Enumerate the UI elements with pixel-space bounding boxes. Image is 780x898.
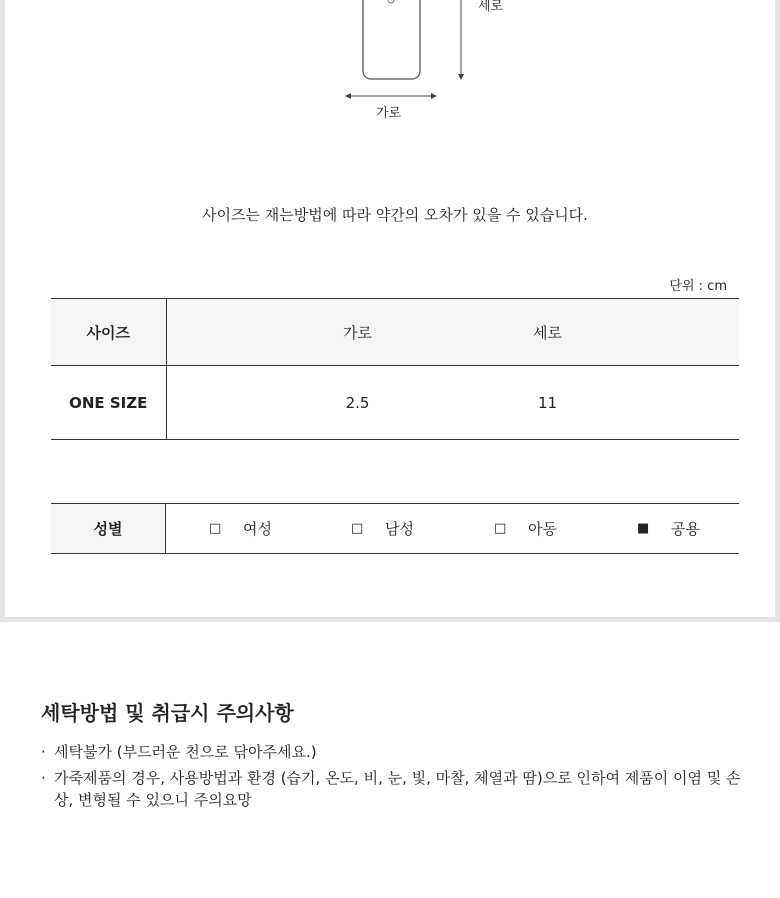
gender-row	[51, 503, 739, 554]
size-row-label: ONE SIZE	[51, 366, 166, 440]
size-row-values	[166, 366, 739, 440]
gender-label: 성별	[51, 504, 166, 553]
size-row-width: 2.5	[345, 393, 370, 412]
size-diagram	[335, 0, 525, 125]
checkbox-icon: □	[494, 521, 507, 536]
care-title: 세탁방법 및 취급시 주의사항	[41, 701, 294, 725]
gender-option-male: □ 남성	[351, 520, 414, 538]
size-table	[51, 298, 739, 440]
unit-label: 단위 : cm	[669, 279, 727, 294]
size-header-height: 세로	[533, 323, 562, 342]
table-row	[51, 366, 739, 440]
checked-box-icon: ■	[637, 521, 650, 536]
list-item: · 가죽제품의 경우, 사용방법과 환경 (습기, 온도, 비, 눈, 빛, 마찰, 체열과 땀)으로 인하여 제품이 이염 및 손상, 변형될 수 있으니 주의요망	[41, 769, 741, 809]
list-item: · 세탁불가 (부드러운 천으로 닦아주세요.)	[41, 743, 317, 761]
size-header-width: 가로 세로	[166, 299, 739, 366]
gender-option-female: □ 여성	[209, 520, 272, 538]
size-table-header	[51, 299, 739, 366]
checkbox-icon: □	[209, 521, 222, 536]
checkbox-icon: □	[351, 521, 364, 536]
gender-option-kids: □ 아동	[494, 520, 557, 538]
care-list	[41, 741, 741, 815]
size-note: 사이즈는 재는방법에 따라 약간의 오차가 있을 수 있습니다.	[202, 206, 588, 224]
height-label: 세로	[478, 0, 504, 14]
product-hole	[388, 0, 394, 3]
width-label: 가로	[376, 106, 402, 121]
size-header-label: 사이즈	[51, 299, 166, 366]
gender-option-unisex: ■ 공용	[637, 520, 700, 538]
product-outline	[363, 0, 420, 79]
size-row-height: 11	[537, 393, 558, 412]
